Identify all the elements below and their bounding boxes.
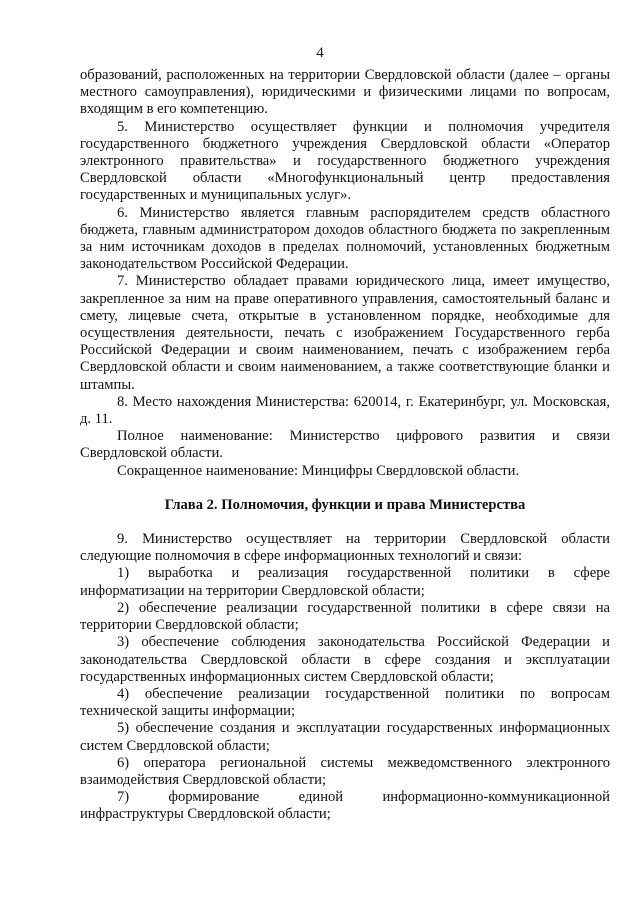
list-item-2: 2) обеспечение реализации государственной политики в сфере связи на территории Свердловской области; (80, 599, 610, 634)
paragraph-continuation: образований, расположенных на территории Свердловской области (далее – органы местного самоуправления), юридическими и физическими лицами по вопросам, входящим в его компетенцию. (80, 67, 610, 118)
list-item-6: 6) оператора региональной системы межведомственного электронного взаимодействия Свердловской области; (80, 754, 610, 788)
list-item-1: 1) выработка и реализация государственной политики в сфере информатизации на территории Свердловской области; (80, 565, 610, 599)
document-body (80, 67, 610, 824)
list-item-5: 5) обеспечение создания и эксплуатации государственных информационных систем Свердловской области; (80, 720, 610, 754)
paragraph-9: 9. Министерство осуществляет на территории Свердловской области следующие полномочия в сфере информационных технологий и связи: (80, 531, 610, 565)
paragraph-6: 6. Министерство является главным распорядителем средств областного бюджета, главным администратором доходов областного бюджета по закрепленным за ним источникам доходов в пределах полномочий, установленных бюджетным законодательством Российской Федерации. (80, 204, 610, 273)
list-item-7: 7) формирование единой информационно-коммуникационной инфраструктуры Свердловской области; (80, 789, 610, 823)
page-number: 4 (316, 45, 324, 61)
paragraph-full-name: Полное наименование: Министерство цифрового развития и связи Свердловской области. (80, 428, 610, 462)
paragraph-7: 7. Министерство обладает правами юридического лица, имеет имущество, закрепленное за ним на праве оперативного управления, самостоятельный баланс и смету, лицевые счета, открытые в установленном порядке, необходимые для осуществления деятельности, печать с изображением Государственного герба Российской Федерации и своим наименованием, печать с изображением герба Свердловской области и своим наименованием, а также соответствующие бланки и штампы. (80, 273, 610, 393)
chapter-heading: Глава 2. Полномочия, функции и права Министерства (164, 496, 526, 513)
list-item-3: 3) обеспечение соблюдения законодательства Российской Федерации и законодательства Свердловской области в сфере создания и эксплуатации государственных информационных систем Свердловской области; (80, 634, 610, 685)
paragraph-5: 5. Министерство осуществляет функции и полномочия учредителя государственного бюджетного учреждения Свердловской области «Оператор электронного правительства» и государственного бюджетного учреждения Свердловской области «Многофункциональный центр предоставления государственных и муниципальных услуг». (80, 118, 610, 204)
paragraph-8-location: 8. Место нахождения Министерства: 620014, г. Екатеринбург, ул. Московская, д. 11. (80, 393, 610, 428)
paragraph-short-name: Сокращенное наименование: Минцифры Свердловской области. (117, 462, 520, 479)
list-item-4: 4) обеспечение реализации государственной политики по вопросам технической защиты информации; (80, 685, 610, 720)
